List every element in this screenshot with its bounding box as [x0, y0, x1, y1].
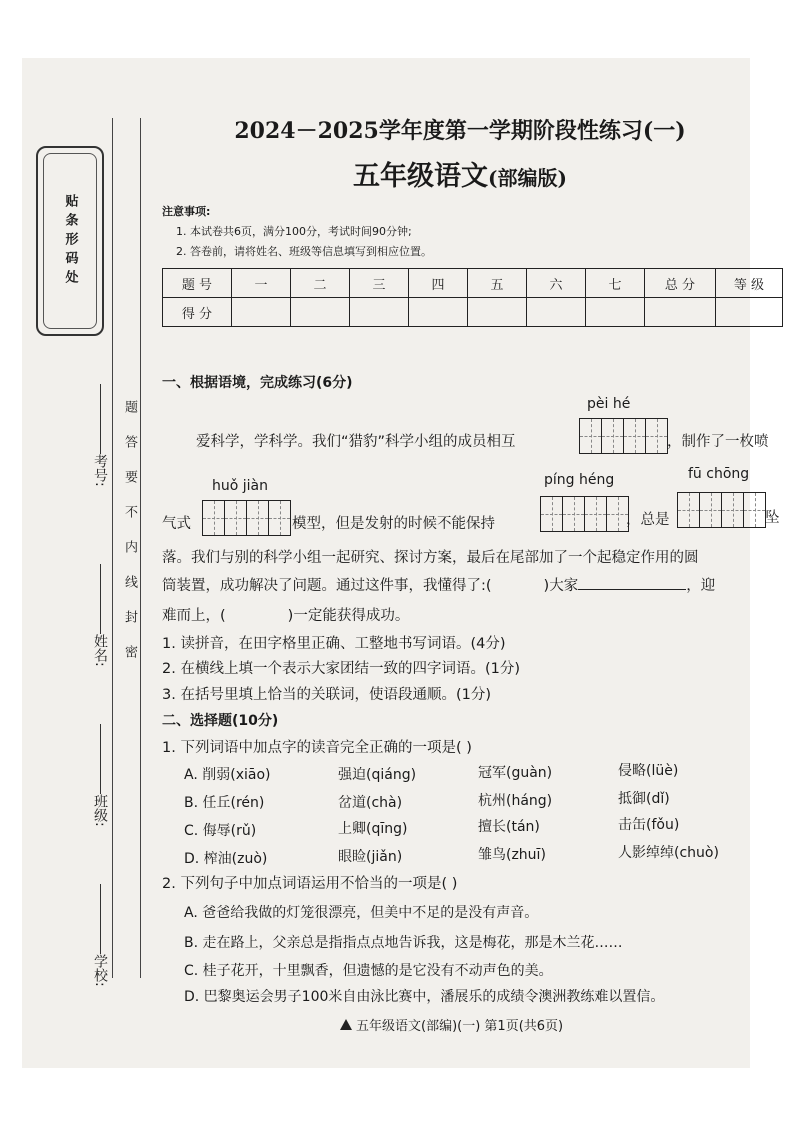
barcode-label: 贴条形码处 [62, 193, 78, 289]
seal-line-text: 题答要不内线封密 [122, 400, 137, 680]
logo-icon [340, 1019, 352, 1030]
para-line-1: 爱科学，学科学。我们“猎豹”科学小组的成员相互 [196, 434, 516, 450]
exam-number-field[interactable]: 考号: [90, 380, 110, 487]
question-2-1-stem: 1. 下列词语中加点字的读音完全正确的一项是( ) [162, 740, 472, 756]
exam-subtitle: 五年级语文(部编版) [353, 161, 567, 192]
idiom-blank[interactable] [578, 589, 686, 590]
q2-option-b: B. 走在路上，父亲总是指指点点地告诉我，这是梅花，那是木兰花…… [184, 935, 623, 951]
question-1-1: 1. 读拼音，在田字格里正确、工整地书写词语。(4分) [162, 636, 506, 652]
section2-heading: 二、选择题(10分) [162, 713, 279, 729]
pinyin-1: pèi hé [587, 396, 631, 412]
para-line-3: 落。我们与别的科学小组一起研究、探讨方案，最后在尾部加了一个起稳定作用的圆 [162, 550, 699, 566]
name-field[interactable]: 姓名: [90, 560, 110, 667]
pinyin-3: píng héng [544, 472, 615, 488]
note-item: 2. 答卷前，请将姓名、班级等信息填写到相应位置。 [176, 245, 432, 258]
tianzige-pingheng[interactable] [540, 496, 629, 532]
q2-option-d: D. 巴黎奥运会男子100米自由泳比赛中，潘展乐的成绩令澳洲教练难以置信。 [184, 989, 665, 1005]
notes-heading: 注意事项: [162, 205, 211, 218]
question-2-2-stem: 2. 下列句子中加点词语运用不恰当的一项是( ) [162, 876, 458, 892]
para-line-4: 筒装置，成功解决了问题。通过这件事，我懂得了:( )大家 ，迎 [162, 578, 716, 594]
class-field[interactable]: 班级: [90, 720, 110, 827]
binding-line-inner [140, 118, 141, 978]
pinyin-4: fū chōng [688, 466, 750, 482]
pinyin-2: huǒ jiàn [212, 478, 268, 494]
note-item: 1. 本试卷共6页，满分100分，考试时间90分钟; [176, 225, 412, 238]
section1-heading: 一、根据语境，完成练习(6分) [162, 375, 353, 391]
exam-title: 2024－2025学年度第一学期阶段性练习(一) [234, 118, 686, 144]
binding-line-outer [112, 118, 113, 978]
score-table: 题 号 一 二 三 四 五 六 七 总 分 等 级 得 分 [162, 268, 783, 327]
page-footer: 五年级语文(部编)(一) 第1页(共6页) [340, 1015, 563, 1034]
barcode-sticker-area [36, 146, 104, 336]
q2-option-c: C. 桂子花开，十里飘香，但遗憾的是它没有不动声色的美。 [184, 963, 553, 979]
para-line-5: 难而上，( )一定能获得成功。 [162, 608, 410, 624]
question-1-3: 3. 在括号里填上恰当的关联词，使语段通顺。(1分) [162, 687, 491, 703]
question-1-2: 2. 在横线上填一个表示大家团结一致的四字词语。(1分) [162, 661, 520, 677]
tianzige-huojian[interactable] [202, 500, 291, 536]
q2-option-a: A. 爸爸给我做的灯笼很漂亮，但美中不足的是没有声音。 [184, 905, 539, 921]
tianzige-peihe[interactable] [579, 418, 668, 454]
notes-block [162, 202, 432, 262]
tianzige-fuchong[interactable] [677, 492, 766, 528]
school-field[interactable]: 学校: [90, 880, 110, 987]
